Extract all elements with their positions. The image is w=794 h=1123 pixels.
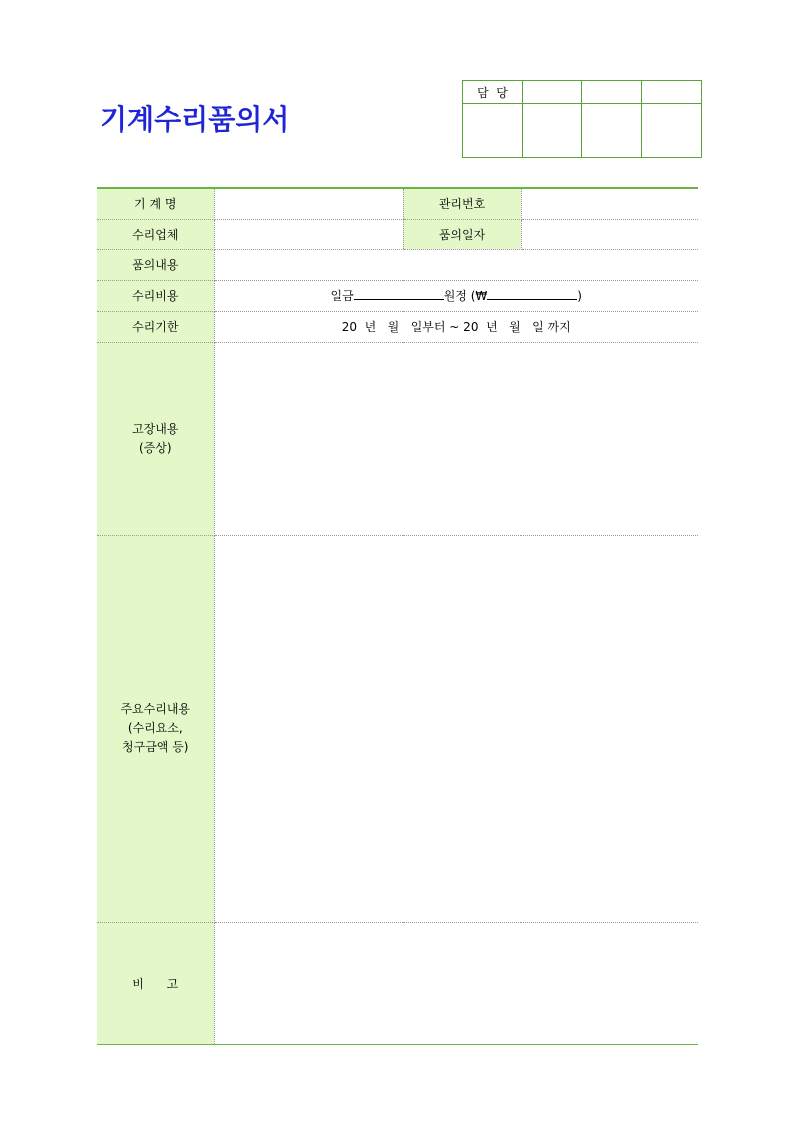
request-date-field[interactable] [521,219,698,249]
machine-name-field[interactable] [214,188,403,219]
repair-cost-field[interactable] [214,280,698,311]
approval-sign-cell[interactable] [463,104,523,158]
main-repair-label-line: 주요수리내용 [120,702,191,716]
approval-box [462,80,702,158]
repair-period-field[interactable]: 20 년 월 일부터 ~ 20 년 월 일 까지 [214,311,698,342]
fault-label-line: 고장내용 [132,421,179,436]
repair-cost-label: 수리비용 [97,280,214,311]
management-no-field[interactable] [521,188,698,219]
page-title: 기계수리품의서 [100,103,290,136]
approval-header-cell [642,81,702,104]
approval-header-cell [582,81,642,104]
approval-sign-cell[interactable] [642,104,702,158]
request-date-label: 품의일자 [403,219,521,249]
main-repair-label [97,535,214,922]
request-content-field[interactable] [214,249,698,280]
repair-company-field[interactable] [214,219,403,249]
main-repair-label-line: 청구금액 등) [122,740,189,754]
remarks-label: 비 고 [97,922,214,1044]
fault-content-field[interactable] [214,342,698,535]
fault-label-line: (증상) [138,440,172,455]
approval-sign-cell[interactable] [582,104,642,158]
repair-cost-prefix: 일금 [330,289,354,303]
management-no-label: 관리번호 [403,188,521,219]
main-repair-label-line: (수리요소, [127,721,183,735]
repair-cost-amount-blank[interactable] [487,287,577,300]
repair-cost-middle: 원정 (₩ [443,289,488,303]
repair-cost-korean-blank[interactable] [354,287,444,300]
approval-header-cell [523,81,582,104]
repair-request-form [97,187,698,1045]
approval-sign-cell[interactable] [523,104,582,158]
request-content-label: 품의내용 [97,249,214,280]
main-repair-field[interactable] [214,535,698,922]
repair-company-label: 수리업체 [97,219,214,249]
repair-period-label: 수리기한 [97,311,214,342]
fault-content-label [97,342,214,535]
machine-name-label: 기 계 명 [97,188,214,219]
remarks-field[interactable] [214,922,698,1044]
repair-cost-suffix: ) [577,289,582,303]
approval-header-label: 담 당 [463,81,523,104]
